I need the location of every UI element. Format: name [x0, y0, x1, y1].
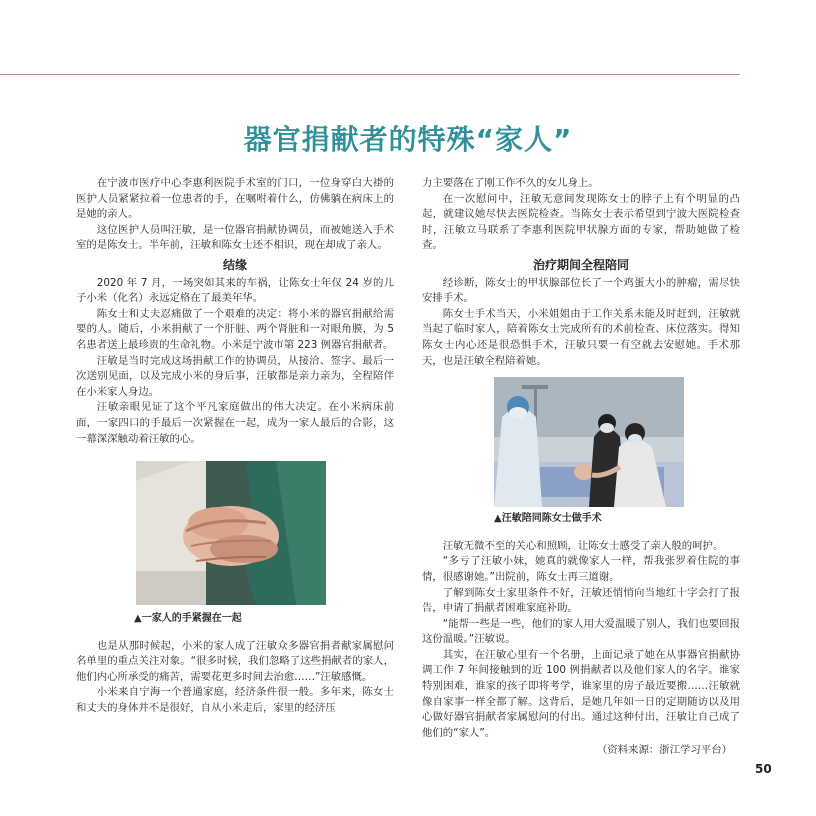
header-rule	[0, 74, 740, 75]
paragraph: “能帮一些是一些，他们的家人用大爱温暖了别人，我们也要回报这份温暖。”汪敏说。	[422, 617, 740, 646]
source-note: （资料来源：浙江学习平台）	[596, 744, 732, 757]
paragraph: 其实，在汪敏心里有一个名册，上面记录了她在从事器官捐献协调工作 7 年间接触到的近 100 例捐献者以及他们家人的名字。谁家特别困难，谁家的孩子即将考学，谁家里的房子最近要搬……汪敏就像自家事一样全都了解。这背后，是她几年如一日的定期随访以及用心做好器官捐献者家属慰问的付出。通过这种付出，汪敏让自己成了他们的“家人”。	[422, 648, 740, 739]
paragraph: 2020 年 7 月，一场突如其来的车祸，让陈女士年仅 24 岁的儿子小米（化名）永远定格在了最美年华。	[76, 276, 394, 305]
paragraph: 这位医护人员叫汪敏，是一位器官捐献协调员，而被她送入手术室的是陈女士。半年前，汪敏和陈女士还不相识，现在却成了亲人。	[76, 223, 394, 252]
paragraph: 在一次慰问中，汪敏无意间发现陈女士的脖子上有个明显的凸起，就建议她尽快去医院检查。当陈女士表示希望到宁波大医院检查时，汪敏立马联系了李惠利医院甲状腺方面的专家，帮助她做了检查。	[422, 192, 740, 252]
article-title: 器官捐献者的特殊“家人”	[243, 123, 573, 156]
paragraph: 也是从那时候起，小米的家人成了汪敏众多器官捐者献家属慰问名单里的重点关注对象。“很多时候，我们忽略了这些捐献者的家人，他们内心所承受的痛苦，需要花更多时间去治愈……”汪敏感慨。	[76, 639, 394, 683]
paragraph: 力主要落在了刚工作不久的女儿身上。	[422, 177, 599, 189]
section-heading: 结缘	[222, 257, 247, 272]
paragraph: 在宁波市医疗中心李惠利医院手术室的门口，一位身穿白大褂的医护人员紧紧拉着一位患者的手，在嘱咐着什么，仿佛躺在病床上的是她的亲人。	[76, 177, 394, 221]
right-column	[422, 176, 740, 759]
page-number: 50	[755, 762, 772, 776]
section-heading: 治疗期间全程陪同	[532, 257, 629, 272]
paragraph: “多亏了汪敏小妹，她真的就像家人一样，帮我张罗着住院的事情，很感谢她。”出院前，陈女士再三道谢。	[422, 555, 740, 583]
paragraph: 陈女士手术当天，小米姐姐由于工作关系未能及时赶到，汪敏就当起了临时家人，陪着陈女士完成所有的术前检查、床位落实。得知陈女士内心还是很恐惧手术，汪敏只要一有空就去安慰她。手术那天，也是汪敏全程陪着她。	[422, 307, 740, 367]
photo-caption: ▲汪敏陪同陈女士做手术	[494, 513, 602, 525]
paragraph: 陈女士和丈夫忍痛做了一个艰难的决定：将小米的器官捐献给需要的人。随后，小米捐献了一个肝脏、两个肾脏和一对眼角膜，为 5 名患者送上最珍贵的生命礼物。小米是宁波市第 223 例器官捐献者。	[76, 307, 394, 351]
left-column	[76, 176, 394, 717]
paragraph: 汪敏是当时完成这场捐献工作的协调员，从接洽、签字、最后一次送别见面，以及完成小米的身后事，汪敏都是亲力亲为，全程陪伴在小米家人身边。	[76, 354, 394, 398]
paragraph: 小米来自宁海一个普通家庭，经济条件很一般。多年来，陈女士和丈夫的身体并不是很好，自从小米走后，家里的经济压	[76, 686, 394, 715]
paragraph: 经诊断，陈女士的甲状腺部位长了一个鸡蛋大小的肿瘤，需尽快安排手术。	[422, 276, 740, 305]
paragraph: 了解到陈女士家里条件不好，汪敏还悄悄向当地红十字会打了报告，申请了捐献者困难家庭补助。	[422, 586, 740, 615]
paragraph: 汪敏亲眼见证了这个平凡家庭做出的伟大决定。在小米病床前面，一家四口的手最后一次紧握在一起，成为一家人最后的合影，这一幕深深触动着汪敏的心。	[76, 401, 394, 445]
photo-caption: ▲一家人的手紧握在一起	[134, 613, 242, 625]
photo-holding-hands	[136, 461, 326, 605]
photo-hospital-visit	[494, 377, 684, 507]
paragraph: 汪敏无微不至的关心和照顾，让陈女士感受了亲人般的呵护。	[442, 539, 724, 552]
